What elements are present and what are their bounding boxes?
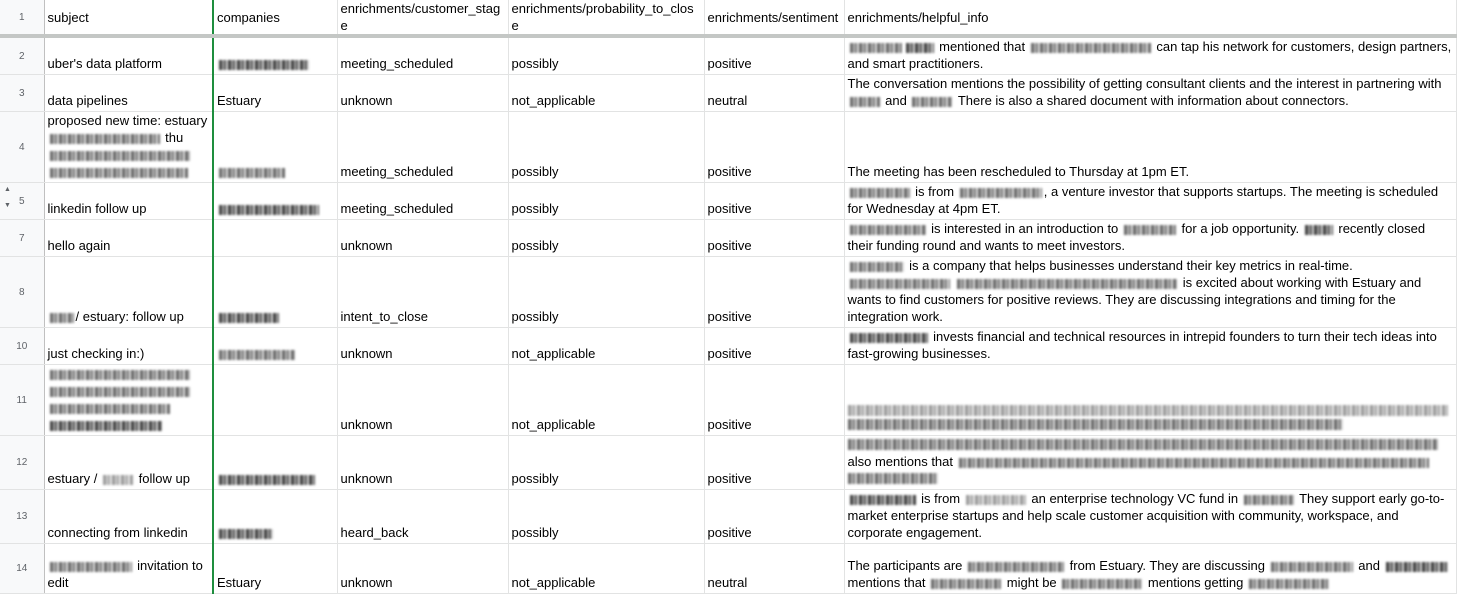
redacted-text	[1062, 579, 1142, 589]
row-header-1[interactable]: 1	[0, 0, 44, 36]
redacted-text	[219, 60, 309, 70]
helpful-info-text: an enterprise technology VC fund in	[1031, 491, 1239, 506]
helpful-info-text: mentions that	[847, 575, 926, 590]
probability-cell[interactable]: not_applicable	[508, 365, 704, 436]
column-header-probability[interactable]: enrichments/probability_to_close	[508, 0, 704, 36]
row-header[interactable]: 3	[0, 75, 44, 112]
row-header[interactable]: 10	[0, 328, 44, 365]
companies-cell[interactable]: Estuary	[213, 75, 337, 112]
helpful-info-text: The participants are	[847, 558, 963, 573]
redacted-text	[1305, 225, 1333, 235]
subject-cell[interactable]	[44, 365, 213, 436]
column-header-helpful-info[interactable]: enrichments/helpful_info	[844, 0, 1456, 36]
row-header[interactable]: 14	[0, 544, 44, 594]
row-group-collapse-icon[interactable]: ▲	[4, 186, 11, 193]
helpful-info-text: and	[1358, 558, 1380, 573]
redacted-text	[50, 313, 74, 323]
probability-cell[interactable]: not_applicable	[508, 544, 704, 594]
subject-text: thu	[165, 130, 184, 145]
probability-cell[interactable]: possibly	[508, 220, 704, 257]
subject-text: edit	[47, 575, 69, 590]
helpful-info-cell[interactable]	[844, 490, 1456, 544]
helpful-info-text: also mentions that	[847, 454, 954, 469]
companies-cell[interactable]	[213, 183, 337, 220]
helpful-info-text: is excited about working with Estuary and wants to find customers for positive reviews. They are discussing integrations and timing for the integration work.	[847, 275, 1422, 324]
table-row	[0, 75, 1456, 112]
redacted-text	[219, 350, 295, 360]
redacted-text	[1271, 562, 1353, 572]
redacted-text	[1031, 43, 1151, 53]
helpful-info-text: recently closed their funding round and wants to meet investors.	[847, 221, 1426, 253]
table-row	[0, 436, 1456, 490]
helpful-info-text: invests financial and technical resources in intrepid founders to turn their tech ideas into fast-growing businesses.	[847, 329, 1437, 361]
customer-stage-cell[interactable]: meeting_scheduled	[337, 36, 508, 75]
subject-cell[interactable]	[44, 544, 213, 594]
redacted-text	[219, 168, 285, 178]
customer-stage-cell[interactable]: meeting_scheduled	[337, 112, 508, 183]
table-row	[0, 544, 1456, 594]
helpful-info-text: is a company that helps businesses understand their key metrics in real-time.	[909, 258, 1353, 273]
helpful-info-text: is interested in an introduction to	[931, 221, 1119, 236]
customer-stage-cell[interactable]: unknown	[337, 436, 508, 490]
redacted-text	[219, 313, 279, 323]
redacted-text	[848, 419, 1343, 430]
helpful-info-cell[interactable]	[844, 257, 1456, 328]
helpful-info-text: The conversation mentions the possibility of getting consultant clients and the interest in partnering with	[847, 76, 1442, 91]
sentiment-cell[interactable]: positive	[704, 220, 844, 257]
probability-cell[interactable]: possibly	[508, 436, 704, 490]
table-row	[0, 220, 1456, 257]
helpful-info-text: mentions getting	[1147, 575, 1244, 590]
subject-text: follow up	[138, 471, 190, 486]
subject-text: proposed new time: estuary	[47, 113, 208, 128]
redacted-text	[850, 225, 926, 235]
table-row	[0, 36, 1456, 75]
helpful-info-text: for a job opportunity.	[1181, 221, 1300, 236]
sentiment-cell[interactable]: positive	[704, 490, 844, 544]
helpful-info-text: is from	[915, 184, 955, 199]
helpful-info-text: They support early go-to-market enterprise startups and help scale customer acquisition with community, workspace, and corporate engagement.	[847, 491, 1445, 540]
probability-cell[interactable]: possibly	[508, 490, 704, 544]
subject-cell[interactable]: linkedin follow up	[44, 183, 213, 220]
subject-cell[interactable]: uber's data platform	[44, 36, 213, 75]
redacted-text	[50, 404, 170, 414]
redacted-text	[1249, 579, 1329, 589]
customer-stage-cell[interactable]: unknown	[337, 365, 508, 436]
redacted-text	[850, 495, 916, 505]
helpful-info-cell[interactable]	[844, 544, 1456, 594]
sentiment-cell[interactable]: positive	[704, 183, 844, 220]
subject-cell[interactable]	[44, 436, 213, 490]
column-header-customer-stage[interactable]: enrichments/customer_stage	[337, 0, 508, 36]
row-header[interactable]: 12	[0, 436, 44, 490]
helpful-info-cell[interactable]	[844, 328, 1456, 365]
subject-text: / estuary: follow up	[75, 309, 184, 324]
table-row	[0, 328, 1456, 365]
row-header[interactable]: 5	[0, 183, 44, 220]
redacted-text	[50, 387, 190, 397]
subject-cell[interactable]: data pipelines	[44, 75, 213, 112]
helpful-info-cell[interactable]	[844, 365, 1456, 436]
customer-stage-cell[interactable]: unknown	[337, 220, 508, 257]
row-group-expand-icon[interactable]: ▼	[4, 202, 11, 209]
customer-stage-cell[interactable]: meeting_scheduled	[337, 183, 508, 220]
helpful-info-cell[interactable]	[844, 183, 1456, 220]
redacted-text	[219, 529, 273, 539]
redacted-text	[848, 439, 1438, 450]
subject-text: estuary /	[47, 471, 98, 486]
column-header-sentiment[interactable]: enrichments/sentiment	[704, 0, 844, 36]
customer-stage-cell[interactable]: unknown	[337, 75, 508, 112]
redacted-text	[1124, 225, 1176, 235]
redacted-text	[219, 475, 315, 485]
row-header[interactable]: 2	[0, 36, 44, 75]
table-row	[0, 183, 1456, 220]
companies-cell[interactable]	[213, 36, 337, 75]
sentiment-cell[interactable]: positive	[704, 112, 844, 183]
companies-cell[interactable]	[213, 257, 337, 328]
redacted-text	[50, 562, 132, 572]
redacted-text	[912, 97, 952, 107]
row-header[interactable]: 4	[0, 112, 44, 183]
probability-cell[interactable]: possibly	[508, 112, 704, 183]
sentiment-cell[interactable]: positive	[704, 436, 844, 490]
column-header-companies[interactable]: companies	[213, 0, 337, 36]
redacted-text	[966, 495, 1026, 505]
row-header[interactable]: 13	[0, 490, 44, 544]
redacted-text	[850, 43, 902, 53]
redacted-text	[850, 262, 904, 272]
probability-cell[interactable]: possibly	[508, 36, 704, 75]
sentiment-cell[interactable]: neutral	[704, 544, 844, 594]
companies-cell[interactable]: Estuary	[213, 544, 337, 594]
probability-cell[interactable]: not_applicable	[508, 75, 704, 112]
redacted-text	[850, 279, 950, 289]
companies-cell[interactable]	[213, 220, 337, 257]
redacted-text	[848, 405, 1448, 416]
subject-cell[interactable]	[44, 257, 213, 328]
redacted-text	[50, 421, 162, 431]
helpful-info-cell[interactable]: The meeting has been rescheduled to Thursday at 1pm ET.	[844, 112, 1456, 183]
customer-stage-cell[interactable]: unknown	[337, 328, 508, 365]
redacted-text	[968, 562, 1064, 572]
probability-cell[interactable]: possibly	[508, 183, 704, 220]
helpful-info-text: from Estuary. They are discussing	[1069, 558, 1265, 573]
redacted-text	[960, 188, 1042, 198]
helpful-info-text: is from	[921, 491, 961, 506]
redacted-text	[850, 97, 880, 107]
sentiment-cell[interactable]: positive	[704, 36, 844, 75]
redacted-text	[850, 333, 928, 343]
redacted-text	[50, 370, 190, 380]
table-row	[0, 490, 1456, 544]
sentiment-cell[interactable]: positive	[704, 365, 844, 436]
header-row	[0, 0, 1456, 36]
probability-cell[interactable]: not_applicable	[508, 328, 704, 365]
redacted-text	[103, 475, 133, 485]
helpful-info-text: There is also a shared document with information about connectors.	[957, 93, 1349, 108]
redacted-text	[906, 43, 934, 53]
companies-cell[interactable]	[213, 112, 337, 183]
helpful-info-cell[interactable]	[844, 75, 1456, 112]
redacted-text	[50, 168, 188, 178]
subject-cell[interactable]	[44, 112, 213, 183]
redacted-text	[1244, 495, 1294, 505]
helpful-info-text: might be	[1006, 575, 1057, 590]
subject-cell[interactable]: just checking in:)	[44, 328, 213, 365]
sentiment-cell[interactable]: positive	[704, 257, 844, 328]
row-header[interactable]: 8	[0, 257, 44, 328]
probability-cell[interactable]: possibly	[508, 257, 704, 328]
redacted-text	[50, 134, 160, 144]
column-header-subject[interactable]: subject	[44, 0, 213, 36]
redacted-text	[219, 205, 319, 215]
redacted-text	[50, 151, 190, 161]
customer-stage-cell[interactable]: heard_back	[337, 490, 508, 544]
redacted-text	[850, 188, 910, 198]
customer-stage-cell[interactable]: intent_to_close	[337, 257, 508, 328]
table-row	[0, 112, 1456, 183]
sentiment-cell[interactable]: positive	[704, 328, 844, 365]
helpful-info-text: mentioned that	[939, 39, 1026, 54]
table-row	[0, 365, 1456, 436]
companies-cell[interactable]	[213, 365, 337, 436]
table-row	[0, 257, 1456, 328]
redacted-text	[959, 458, 1429, 468]
customer-stage-cell[interactable]: unknown	[337, 544, 508, 594]
row-header[interactable]: 7	[0, 220, 44, 257]
redacted-text	[931, 579, 1001, 589]
helpful-info-cell[interactable]	[844, 36, 1456, 75]
subject-text: invitation to	[137, 558, 203, 573]
helpful-info-text: , a venture investor that supports startups. The meeting is scheduled for Wednesday at 4pm ET.	[847, 184, 1439, 216]
helpful-info-text: and	[885, 93, 907, 108]
redacted-text	[848, 473, 938, 484]
subject-cell[interactable]: connecting from linkedin	[44, 490, 213, 544]
subject-cell[interactable]: hello again	[44, 220, 213, 257]
helpful-info-cell[interactable]	[844, 220, 1456, 257]
row-header[interactable]: 11	[0, 365, 44, 436]
companies-cell[interactable]	[213, 436, 337, 490]
companies-cell[interactable]	[213, 328, 337, 365]
helpful-info-cell[interactable]	[844, 436, 1456, 490]
helpful-info-text: can tap his network for customers, design partners, and smart practitioners.	[847, 39, 1452, 71]
companies-cell[interactable]	[213, 490, 337, 544]
sentiment-cell[interactable]: neutral	[704, 75, 844, 112]
redacted-text	[1386, 562, 1448, 572]
redacted-text	[957, 279, 1177, 289]
